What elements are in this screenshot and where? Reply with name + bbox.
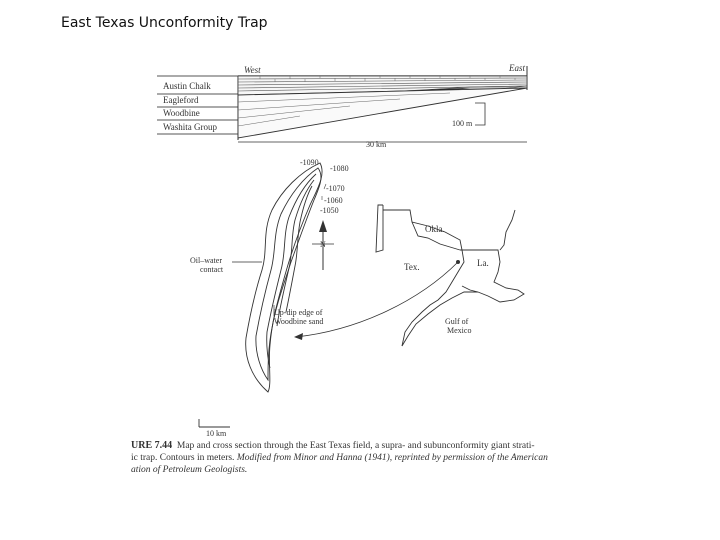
caption-line-2: ic trap. Contours in meters. <box>131 453 237 463</box>
unit-woodbine: Woodbine <box>163 108 200 118</box>
state-okla: Okla. <box>425 224 445 234</box>
contour-label-1090: -1090 <box>300 158 319 167</box>
map-scale: 10 km <box>206 429 227 438</box>
figure-number: URE 7.44 <box>131 440 173 451</box>
louisiana-outline <box>460 250 524 302</box>
figure-caption <box>131 440 591 476</box>
contour-label-1080: -1080 <box>330 164 349 173</box>
vertical-scale: 100 m <box>452 119 473 128</box>
contour-label-1050: -1050 <box>320 206 339 215</box>
horizontal-scale: 30 km <box>366 140 387 149</box>
unit-washita-group: Washita Group <box>163 122 218 132</box>
field-map <box>190 158 349 438</box>
caption-line-2-italic: Modified from Minor and Hanna (1941), reprinted by permission of the American <box>236 453 548 463</box>
unit-austin-chalk: Austin Chalk <box>163 81 211 91</box>
north-label: N <box>320 240 326 249</box>
oil-water-label-1: Oil–water <box>190 256 222 265</box>
state-tex: Tex. <box>404 262 420 272</box>
unit-eagleford: Eagleford <box>163 95 199 105</box>
east-label: East <box>509 63 526 73</box>
caption-line-3: ation of Petroleum Geologists. <box>131 465 248 475</box>
caption-line-1: Map and cross section through the East Texas field, a supra- and subunconformity giant strati- <box>176 441 535 451</box>
contour-line-2 <box>256 168 324 380</box>
oil-water-label-2: contact <box>200 265 224 274</box>
gulf-label-2: Mexico <box>447 326 472 335</box>
contour-line-3 <box>267 174 316 368</box>
slide-title: East Texas Unconformity Trap <box>61 15 268 31</box>
gulf-label-1: Gulf of <box>445 317 469 326</box>
contour-line-1 <box>246 163 322 392</box>
state-la: La. <box>477 258 489 268</box>
updip-label-2: Woodbine sand <box>274 317 324 326</box>
cross-section <box>157 63 527 149</box>
contour-line-5 <box>286 186 312 312</box>
contour-label-1060: -1060 <box>324 196 343 205</box>
north-arrow <box>312 220 334 270</box>
updip-label-1: Up-dip edge of <box>274 308 323 317</box>
contour-label-1070: -1070 <box>326 184 345 193</box>
mississippi-river <box>500 210 515 250</box>
west-label: West <box>244 65 261 75</box>
